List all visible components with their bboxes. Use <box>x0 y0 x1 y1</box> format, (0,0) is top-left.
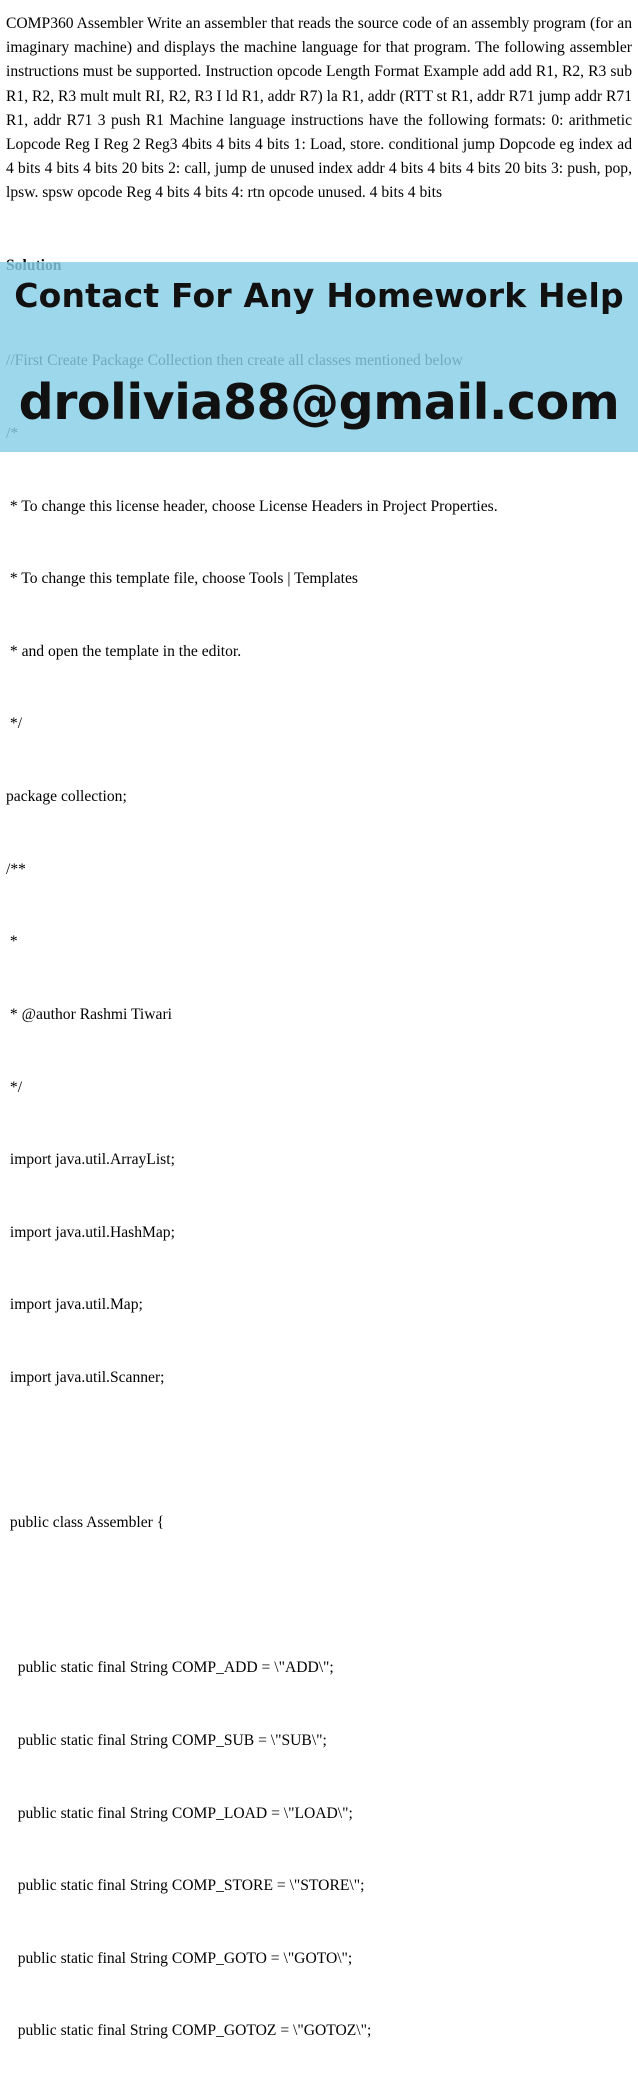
code-line: package collection; <box>6 788 127 806</box>
code-line: * and open the template in the editor. <box>6 642 242 660</box>
code-line: public static final String COMP_STORE = \"STORE\"; <box>6 1877 365 1895</box>
code-line: * @author Rashmi Tiwari <box>6 1005 172 1023</box>
code-line: public static final String COMP_GOTO = \"GOTO\"; <box>6 1949 353 1967</box>
code-line: */ <box>6 715 23 733</box>
code-block <box>6 301 498 2092</box>
watermark-email-text: drolivia88@gmail.com <box>18 374 620 431</box>
code-line: /** <box>6 860 26 878</box>
code-line: import java.util.HashMap; <box>6 1223 175 1241</box>
code-line: * To change this license header, choose License Headers in Project Properties. <box>6 497 498 515</box>
code-line: import java.util.Map; <box>6 1296 143 1314</box>
code-line: * To change this template file, choose Tools | Templates <box>6 570 358 588</box>
code-line: import java.util.ArrayList; <box>6 1151 175 1169</box>
code-line: public static final String COMP_ADD = \"ADD\"; <box>6 1659 334 1677</box>
code-line: */ <box>6 1078 23 1096</box>
code-line: public static final String COMP_SUB = \"SUB\"; <box>6 1731 327 1749</box>
watermark-contact-text: Contact For Any Homework Help <box>14 276 624 315</box>
code-line: public class Assembler { <box>6 1514 165 1532</box>
code-line <box>6 1584 498 1608</box>
code-line: import java.util.Scanner; <box>6 1368 165 1386</box>
code-line <box>6 1439 498 1463</box>
code-line: public static final String COMP_GOTOZ = \"GOTOZ\"; <box>6 2022 372 2040</box>
question-text: COMP360 Assembler Write an assembler that reads the source code of an assembly program (for an imaginary machine) and displays the machine language for that program. The following assembler instructions must be supported. Instruction opcode Length Format Example add add R1, R2, R3 sub R1, R2, R3 mult mult RI, R2, R3 I ld R1, addr R7) la R1, addr (RTT st R1, addr R71 jump addr R71 R1, addr R71 3 push R1 Machine language instructions have the following formats: 0: arithmetic Lopcode Reg I Reg 2 Reg3 4bits 4 bits 4 bits 1: Load, store. conditional jump Dopcode eg index ad 4 bits 4 bits 4 bits 20 bits 2: call, jump de unused index addr 4 bits 4 bits 4 bits 20 bits 3: push, pop, lpsw. spsw opcode Reg 4 bits 4 bits 4: rtn opcode unused. 4 bits 4 bits <box>6 15 632 202</box>
code-line: * <box>6 933 18 951</box>
code-line: public static final String COMP_LOAD = \"LOAD\"; <box>6 1804 353 1822</box>
